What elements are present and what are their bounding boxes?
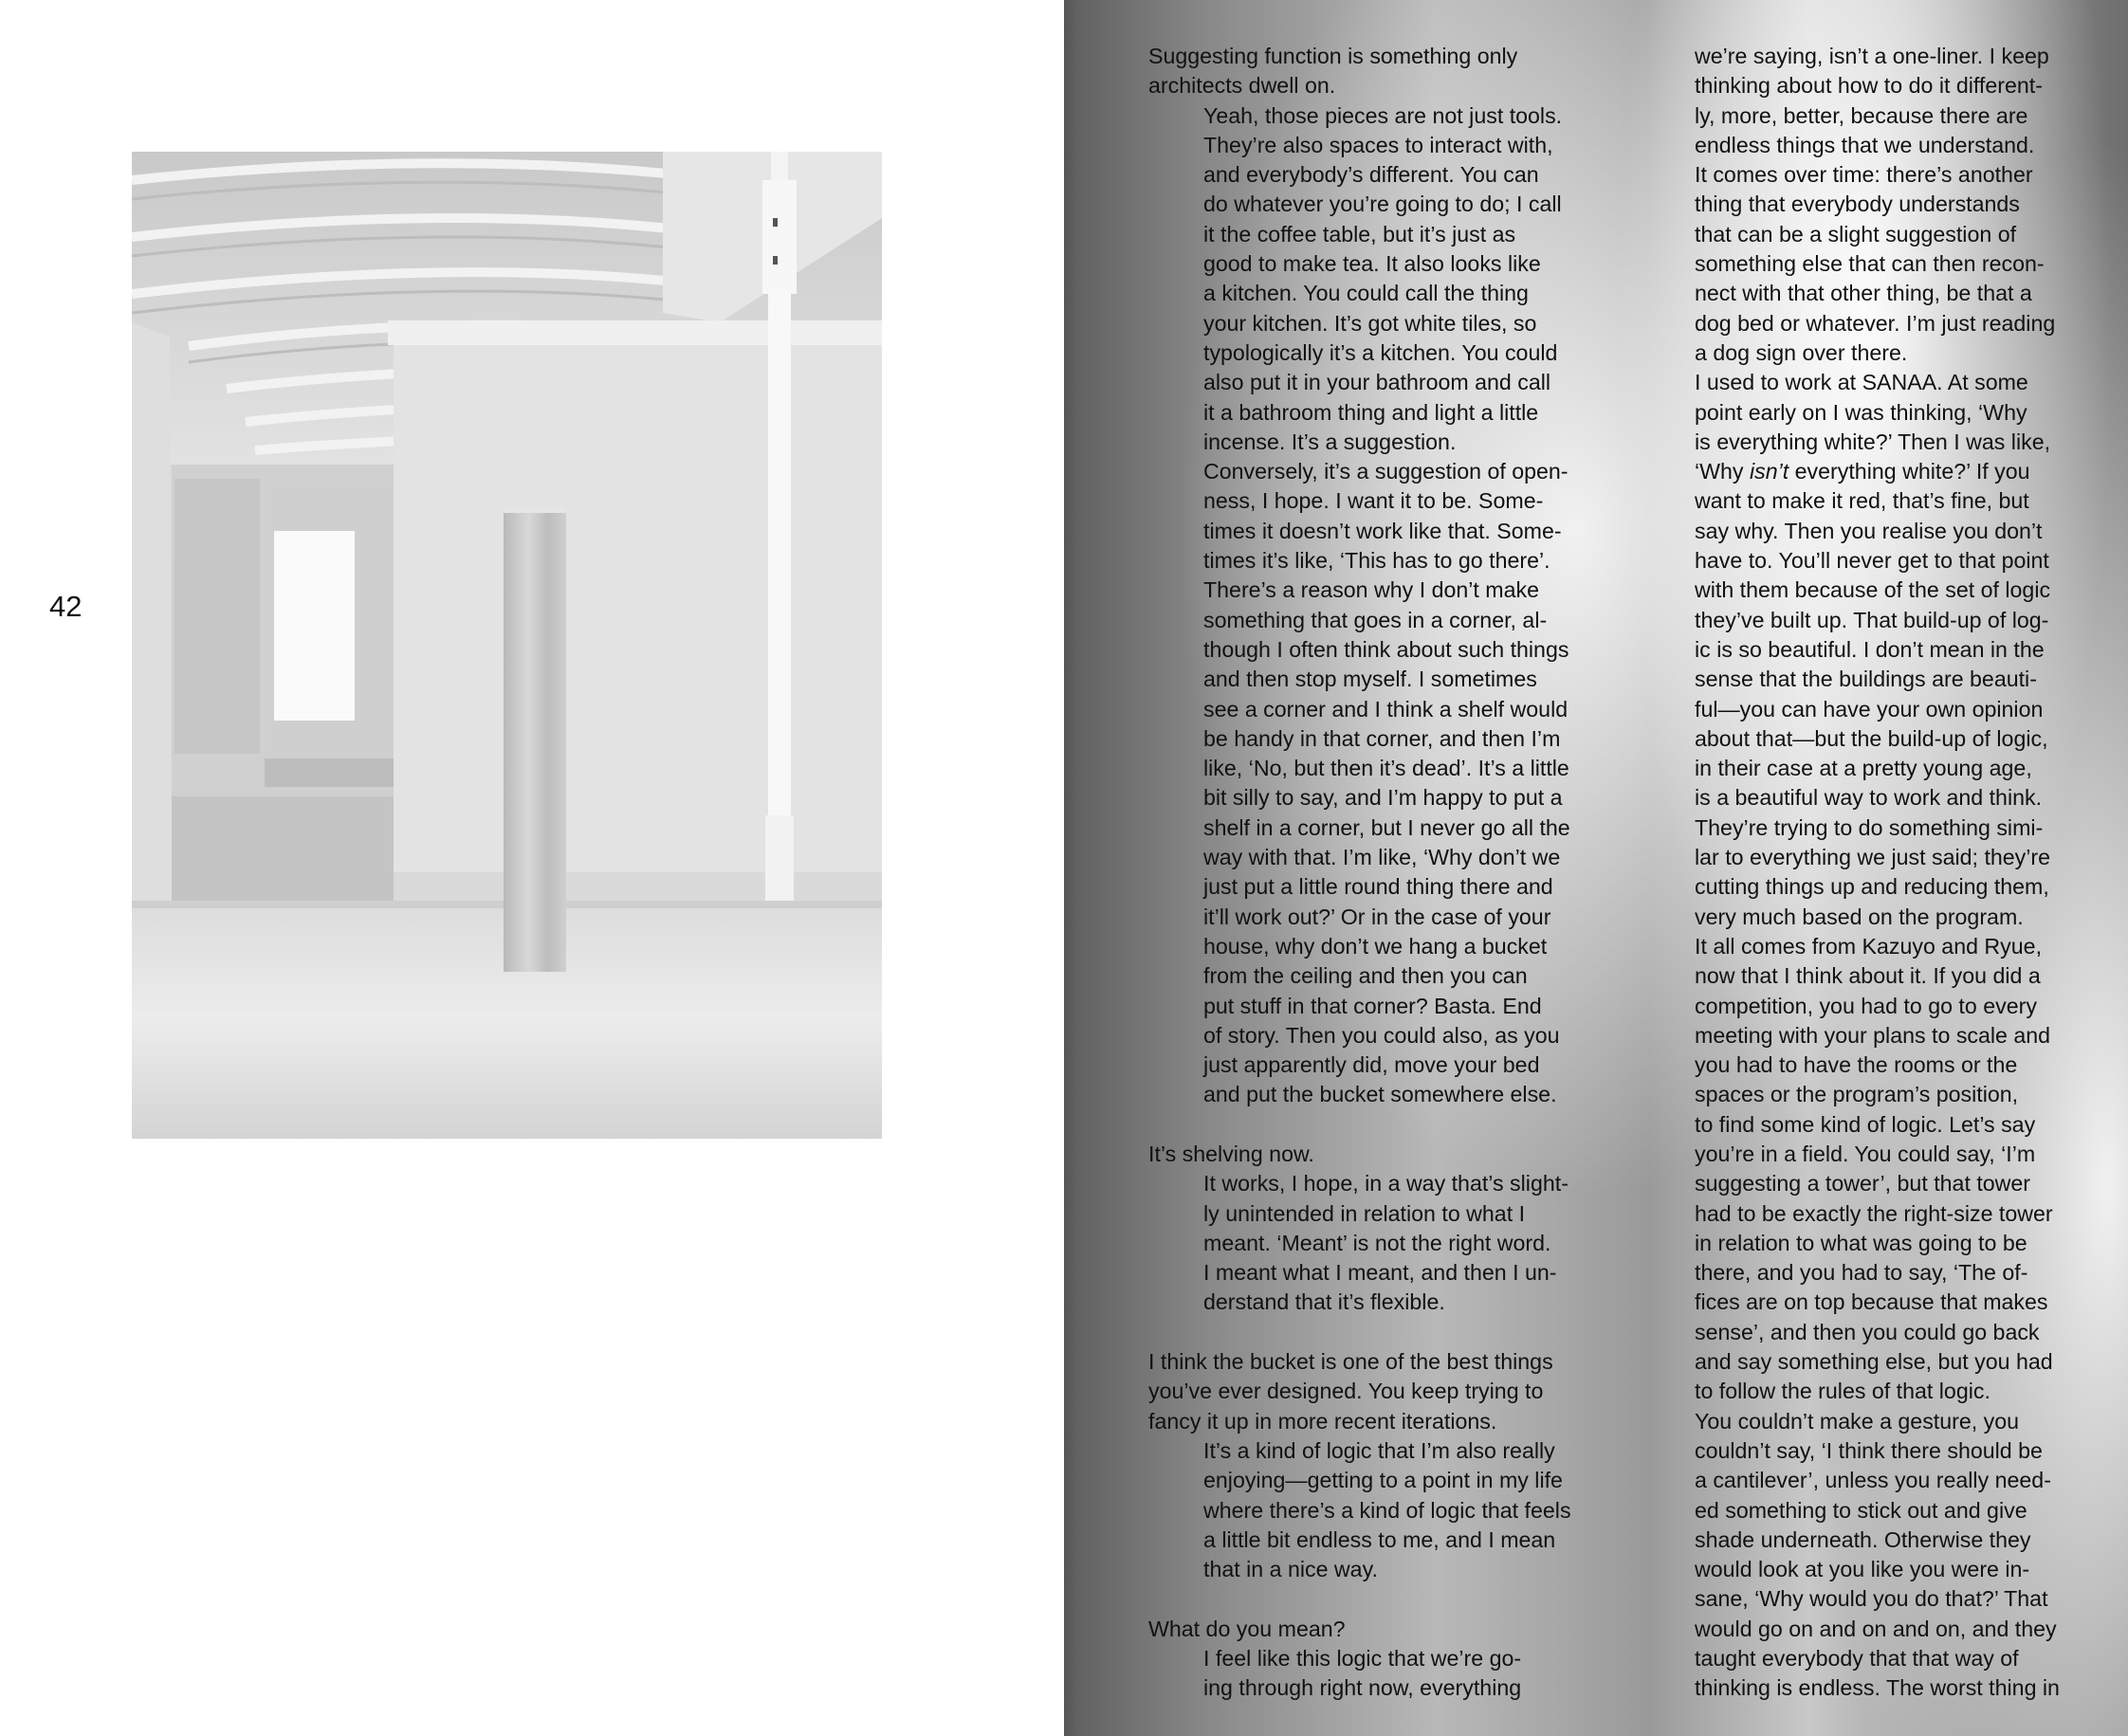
text-line: put stuff in that corner? Basta. End <box>1203 993 1542 1018</box>
text-line: is everything white?’ Then I was like, <box>1695 429 2051 454</box>
text-line: your kitchen. It’s got white tiles, so <box>1203 310 1537 336</box>
text-line: sense that the buildings are beauti- <box>1695 667 2037 692</box>
text-line: say why. Then you realise you don’t <box>1695 518 2043 543</box>
text-line: now that I think about it. If you did a <box>1695 963 2041 989</box>
text-line: couldn’t say, ‘I think there should be <box>1695 1437 2043 1463</box>
text-line: They’re trying to do something simi- <box>1695 814 2044 840</box>
text-line: thinking is endless. The worst thing in <box>1695 1675 2060 1701</box>
text-line: fices are on top because that makes <box>1695 1289 2048 1315</box>
text-line: and put the bucket somewhere else. <box>1203 1082 1557 1107</box>
text-line: It’s shelving now. <box>1148 1141 1314 1166</box>
text-line: and say something else, but you had <box>1695 1349 2053 1375</box>
text-line: very much based on the program. <box>1695 904 2024 929</box>
text-line: it the coffee table, but it’s just as <box>1203 221 1516 247</box>
text-line: It’s a kind of logic that I’m also really <box>1203 1437 1555 1463</box>
text-line: ic is so beautiful. I don’t mean in the <box>1695 636 2045 662</box>
text-line: from the ceiling and then you can <box>1203 963 1528 989</box>
text-line: I feel like this logic that we’re go- <box>1203 1646 1522 1672</box>
text-line: just apparently did, move your bed <box>1203 1052 1540 1078</box>
text-line: good to make tea. It also looks like <box>1203 251 1541 277</box>
spacer <box>1148 1110 1623 1140</box>
text-line: You couldn’t make a gesture, you <box>1695 1408 2020 1434</box>
text-line: shade underneath. Otherwise they <box>1695 1526 2031 1552</box>
text-line: spaces or the program’s position, <box>1695 1082 2019 1107</box>
text-line: architects dwell on. <box>1148 73 1336 99</box>
text-line: taught everybody that that way of <box>1695 1646 2019 1672</box>
text-line: shelf in a corner, but I never go all the <box>1203 814 1570 840</box>
text-line: it’ll work out?’ Or in the case of your <box>1203 904 1551 929</box>
answer-paragraph <box>1695 932 2112 1407</box>
text-line: would look at you like you were in- <box>1695 1557 2030 1582</box>
text-line: It comes over time: there’s another <box>1695 162 2033 188</box>
spacer <box>1148 1584 1623 1614</box>
text-line: bit silly to say, and I’m happy to put a <box>1203 785 1563 811</box>
text-line: that in a nice way. <box>1203 1557 1378 1582</box>
text-line: just put a little round thing there and <box>1203 874 1553 900</box>
text-line: derstand that it’s flexible. <box>1203 1289 1445 1315</box>
text-line: you’re in a field. You could say, ‘I’m <box>1695 1141 2036 1166</box>
text-line: What do you mean? <box>1148 1616 1346 1641</box>
text-line: meant. ‘Meant’ is not the right word. <box>1203 1230 1551 1255</box>
text-line: to follow the rules of that logic. <box>1695 1379 1990 1404</box>
text-line: also put it in your bathroom and call <box>1203 370 1551 395</box>
text-line: ly unintended in relation to what I <box>1203 1200 1526 1226</box>
page-number: 42 <box>49 590 83 623</box>
text-line: of story. Then you could also, as you <box>1203 1022 1560 1048</box>
interview-answer <box>1148 1436 1623 1584</box>
answer-paragraph <box>1695 160 2112 368</box>
text-line: typologically it’s a kitchen. You could <box>1203 339 1558 365</box>
text-line: ing through right now, everything <box>1203 1675 1522 1701</box>
text-line: I think the bucket is one of the best things <box>1148 1349 1553 1375</box>
text-line: Conversely, it’s a suggestion of open- <box>1203 459 1568 484</box>
text-line: ed something to stick out and give <box>1695 1497 2027 1523</box>
text-line: It all comes from Kazuyo and Ryue, <box>1695 933 2043 959</box>
text-line: Yeah, those pieces are not just tools. <box>1203 102 1563 128</box>
text-line: though I often think about such things <box>1203 636 1569 662</box>
text-line: ful—you can have your own opinion <box>1695 696 2044 722</box>
text-line: do whatever you’re going to do; I call <box>1203 192 1562 217</box>
text-line: that can be a slight suggestion of <box>1695 221 2017 247</box>
text-line-with-italic: ‘Why isn’t everything white?’ If you <box>1695 459 2030 484</box>
text-line: is a beautiful way to work and think. <box>1695 785 2043 811</box>
text-line: have to. You’ll never get to that point <box>1695 548 2049 574</box>
text-line: house, why don’t we hang a bucket <box>1203 933 1548 959</box>
text-line: something that goes in a corner, al- <box>1203 607 1548 632</box>
text-line: sane, ‘Why would you do that?’ That <box>1695 1586 2048 1612</box>
answer-paragraph <box>1695 42 2112 160</box>
interview-answer <box>1148 1169 1623 1317</box>
text-line: sense’, and then you could go back <box>1695 1319 2040 1344</box>
interview-question <box>1148 1615 1623 1644</box>
text-line: in relation to what was going to be <box>1695 1230 2027 1255</box>
interior-photo <box>132 152 882 1139</box>
text-line: a dog sign over there. <box>1695 339 1908 365</box>
text-line: incense. It’s a suggestion. <box>1203 429 1457 454</box>
text-line: point early on I was thinking, ‘Why <box>1695 399 2027 425</box>
text-line: They’re also spaces to interact with, <box>1203 132 1553 157</box>
answer-paragraph <box>1695 1407 2112 1704</box>
text-line: competition, you had to go to every <box>1695 993 2037 1018</box>
text-line: dog bed or whatever. I’m just reading <box>1695 310 2056 336</box>
text-line: something else that can then recon- <box>1695 251 2045 277</box>
interview-answer <box>1148 1644 1623 1704</box>
text-line: to find some kind of logic. Let’s say <box>1695 1111 2036 1137</box>
answer-paragraph <box>1695 368 2112 932</box>
text-line: nect with that other thing, be that a <box>1695 281 2032 306</box>
text-line: they’ve built up. That build-up of log- <box>1695 607 2049 632</box>
text-line: way with that. I’m like, ‘Why don’t we <box>1203 845 1561 870</box>
text-line: times it doesn’t work like that. Some- <box>1203 518 1562 543</box>
text-column-right <box>1695 42 2112 1704</box>
text-line: endless things that we understand. <box>1695 132 2035 157</box>
text-line: would go on and on and on, and they <box>1695 1616 2057 1641</box>
text-line: see a corner and I think a shelf would <box>1203 696 1568 722</box>
text-line: want to make it red, that’s fine, but <box>1695 488 2029 514</box>
text-line: about that—but the build-up of logic, <box>1695 725 2048 751</box>
interview-question <box>1148 42 1623 101</box>
text-line: be handy in that corner, and then I’m <box>1203 725 1561 751</box>
text-line: a kitchen. You could call the thing <box>1203 281 1529 306</box>
text-line: times it’s like, ‘This has to go there’. <box>1203 548 1550 574</box>
text-line: where there’s a kind of logic that feels <box>1203 1497 1571 1523</box>
text-line: It works, I hope, in a way that’s slight- <box>1203 1171 1568 1197</box>
text-line: and everybody’s different. You can <box>1203 162 1539 188</box>
interview-answer <box>1148 101 1623 458</box>
text-line: I meant what I meant, and then I un- <box>1203 1260 1557 1286</box>
text-line: we’re saying, isn’t a one-liner. I keep <box>1695 44 2049 68</box>
right-page <box>1064 0 2128 1736</box>
interview-answer <box>1148 457 1623 1110</box>
text-line: thinking about how to do it different- <box>1695 73 2043 99</box>
text-line: with them because of the set of logic <box>1695 577 2051 603</box>
text-line: ly, more, better, because there are <box>1695 102 2028 128</box>
spacer <box>1148 1318 1623 1347</box>
text-line: thing that everybody understands <box>1695 192 2020 217</box>
text-line: cutting things up and reducing them, <box>1695 874 2049 900</box>
text-line: it a bathroom thing and light a little <box>1203 399 1539 425</box>
text-line: you’ve ever designed. You keep trying to <box>1148 1379 1544 1404</box>
text-line: there, and you had to say, ‘The of- <box>1695 1260 2028 1286</box>
text-line: had to be exactly the right-size tower <box>1695 1200 2053 1226</box>
text-line: suggesting a tower’, but that tower <box>1695 1171 2031 1197</box>
text-column-left <box>1148 42 1623 1704</box>
text-line: meeting with your plans to scale and <box>1695 1022 2051 1048</box>
interview-question <box>1148 1140 1623 1169</box>
text-line: There’s a reason why I don’t make <box>1203 577 1540 603</box>
text-line: fancy it up in more recent iterations. <box>1148 1408 1497 1434</box>
text-line: lar to everything we just said; they’re <box>1695 845 2051 870</box>
text-line: a little bit endless to me, and I mean <box>1203 1526 1556 1552</box>
text-line: and then stop myself. I sometimes <box>1203 667 1537 692</box>
text-line: Suggesting function is something only <box>1148 44 1518 68</box>
text-line: like, ‘No, but then it’s dead’. It’s a little <box>1203 756 1569 781</box>
photo-illustration <box>132 152 882 1139</box>
interview-question <box>1148 1347 1623 1436</box>
text-line: a cantilever’, unless you really need- <box>1695 1468 2051 1493</box>
text-line: ness, I hope. I want it to be. Some- <box>1203 488 1544 514</box>
text-line: you had to have the rooms or the <box>1695 1052 2018 1078</box>
text-line: enjoying—getting to a point in my life <box>1203 1468 1563 1493</box>
italic-emphasis: isn’t <box>1749 459 1789 484</box>
text-line: I used to work at SANAA. At some <box>1695 370 2028 395</box>
text-line: in their case at a pretty young age, <box>1695 756 2032 781</box>
